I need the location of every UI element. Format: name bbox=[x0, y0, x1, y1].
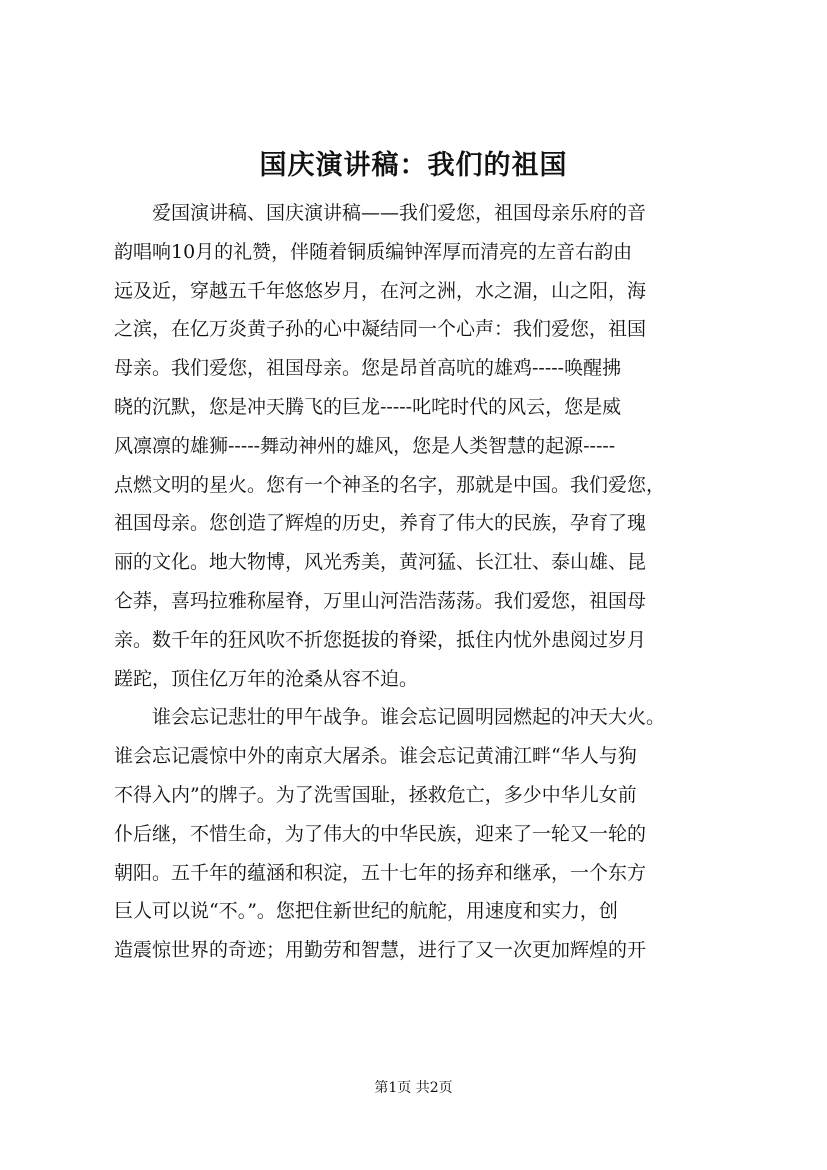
paragraph-2-line-1: 谁会忘记悲壮的甲午战争。谁会忘记圆明园燃起的冲天大火。 bbox=[152, 706, 666, 729]
paragraph-1-line-6: 晓的沉默，您是冲天腾飞的巨龙-----叱咤时代的风云，您是威 bbox=[114, 395, 622, 418]
paragraph-1-line-1: 爱国演讲稿、国庆演讲稿——我们爱您，祖国母亲乐府的音 bbox=[152, 202, 647, 224]
paragraph-2-line-2: 谁会忘记震惊中外的南京大屠杀。谁会忘记黄浦江畔“华人与狗 bbox=[114, 745, 637, 768]
paragraph-1-line-9: 祖国母亲。您创造了辉煌的历史，养育了伟大的民族，孕育了瑰 bbox=[114, 512, 647, 535]
document-title: 国庆演讲稿：我们的祖国 bbox=[259, 150, 568, 181]
paragraph-1-line-10: 丽的文化。地大物博，风光秀美，黄河猛、长江壮、泰山雄、昆 bbox=[114, 551, 647, 574]
paragraph-1-line-4: 之滨，在亿万炎黄子孙的心中凝结同一个心声：我们爱您，祖国 bbox=[114, 318, 647, 341]
paragraph-2-line-6: 巨人可以说“不。”。您把住新世纪的航舵，用速度和实力，创 bbox=[114, 900, 618, 923]
paragraph-1-line-11: 仑莽，喜玛拉雅称屋脊，万里山河浩浩荡荡。我们爱您，祖国母 bbox=[114, 589, 647, 612]
paragraph-1-line-12: 亲。数千年的狂风吹不折您挺拔的脊梁，抵住内忧外患阅过岁月 bbox=[114, 628, 647, 651]
paragraph-2-line-3: 不得入内”的牌子。为了洗雪国耻，拯救危亡，多少中华儿女前 bbox=[114, 783, 637, 806]
paragraph-2-line-5: 朝阳。五千年的蕴涵和积淀，五十七年的扬弃和继承，一个东方 bbox=[114, 861, 647, 884]
paragraph-1-line-3: 远及近，穿越五千年悠悠岁月，在河之洲，水之湄，山之阳，海 bbox=[114, 279, 647, 302]
paragraph-1-line-13: 蹉跎，顶住亿万年的沧桑从容不迫。 bbox=[114, 667, 419, 690]
paragraph-1-line-5: 母亲。我们爱您，祖国母亲。您是昂首高吭的雄鸡-----唤醒拂 bbox=[114, 357, 622, 380]
paragraph-1-line-8: 点燃文明的星火。您有一个神圣的名字，那就是中国。我们爱您， bbox=[114, 473, 666, 496]
paragraph-1-line-7: 风凛凛的雄狮-----舞动神州的雄风，您是人类智慧的起源----- bbox=[114, 434, 616, 457]
paragraph-2-line-7: 造震惊世界的奇迹；用勤劳和智慧，进行了又一次更加辉煌的开 bbox=[114, 939, 647, 962]
paragraph-1-line-2: 韵唱响10月的礼赞，伴随着铜质编钟浑厚而清亮的左音右韵由 bbox=[114, 240, 633, 263]
page-number-footer: 第1页 共2页 bbox=[374, 1080, 453, 1096]
document-body bbox=[114, 194, 754, 970]
paragraph-2-line-4: 仆后继，不惜生命，为了伟大的中华民族，迎来了一轮又一轮的 bbox=[114, 822, 647, 845]
